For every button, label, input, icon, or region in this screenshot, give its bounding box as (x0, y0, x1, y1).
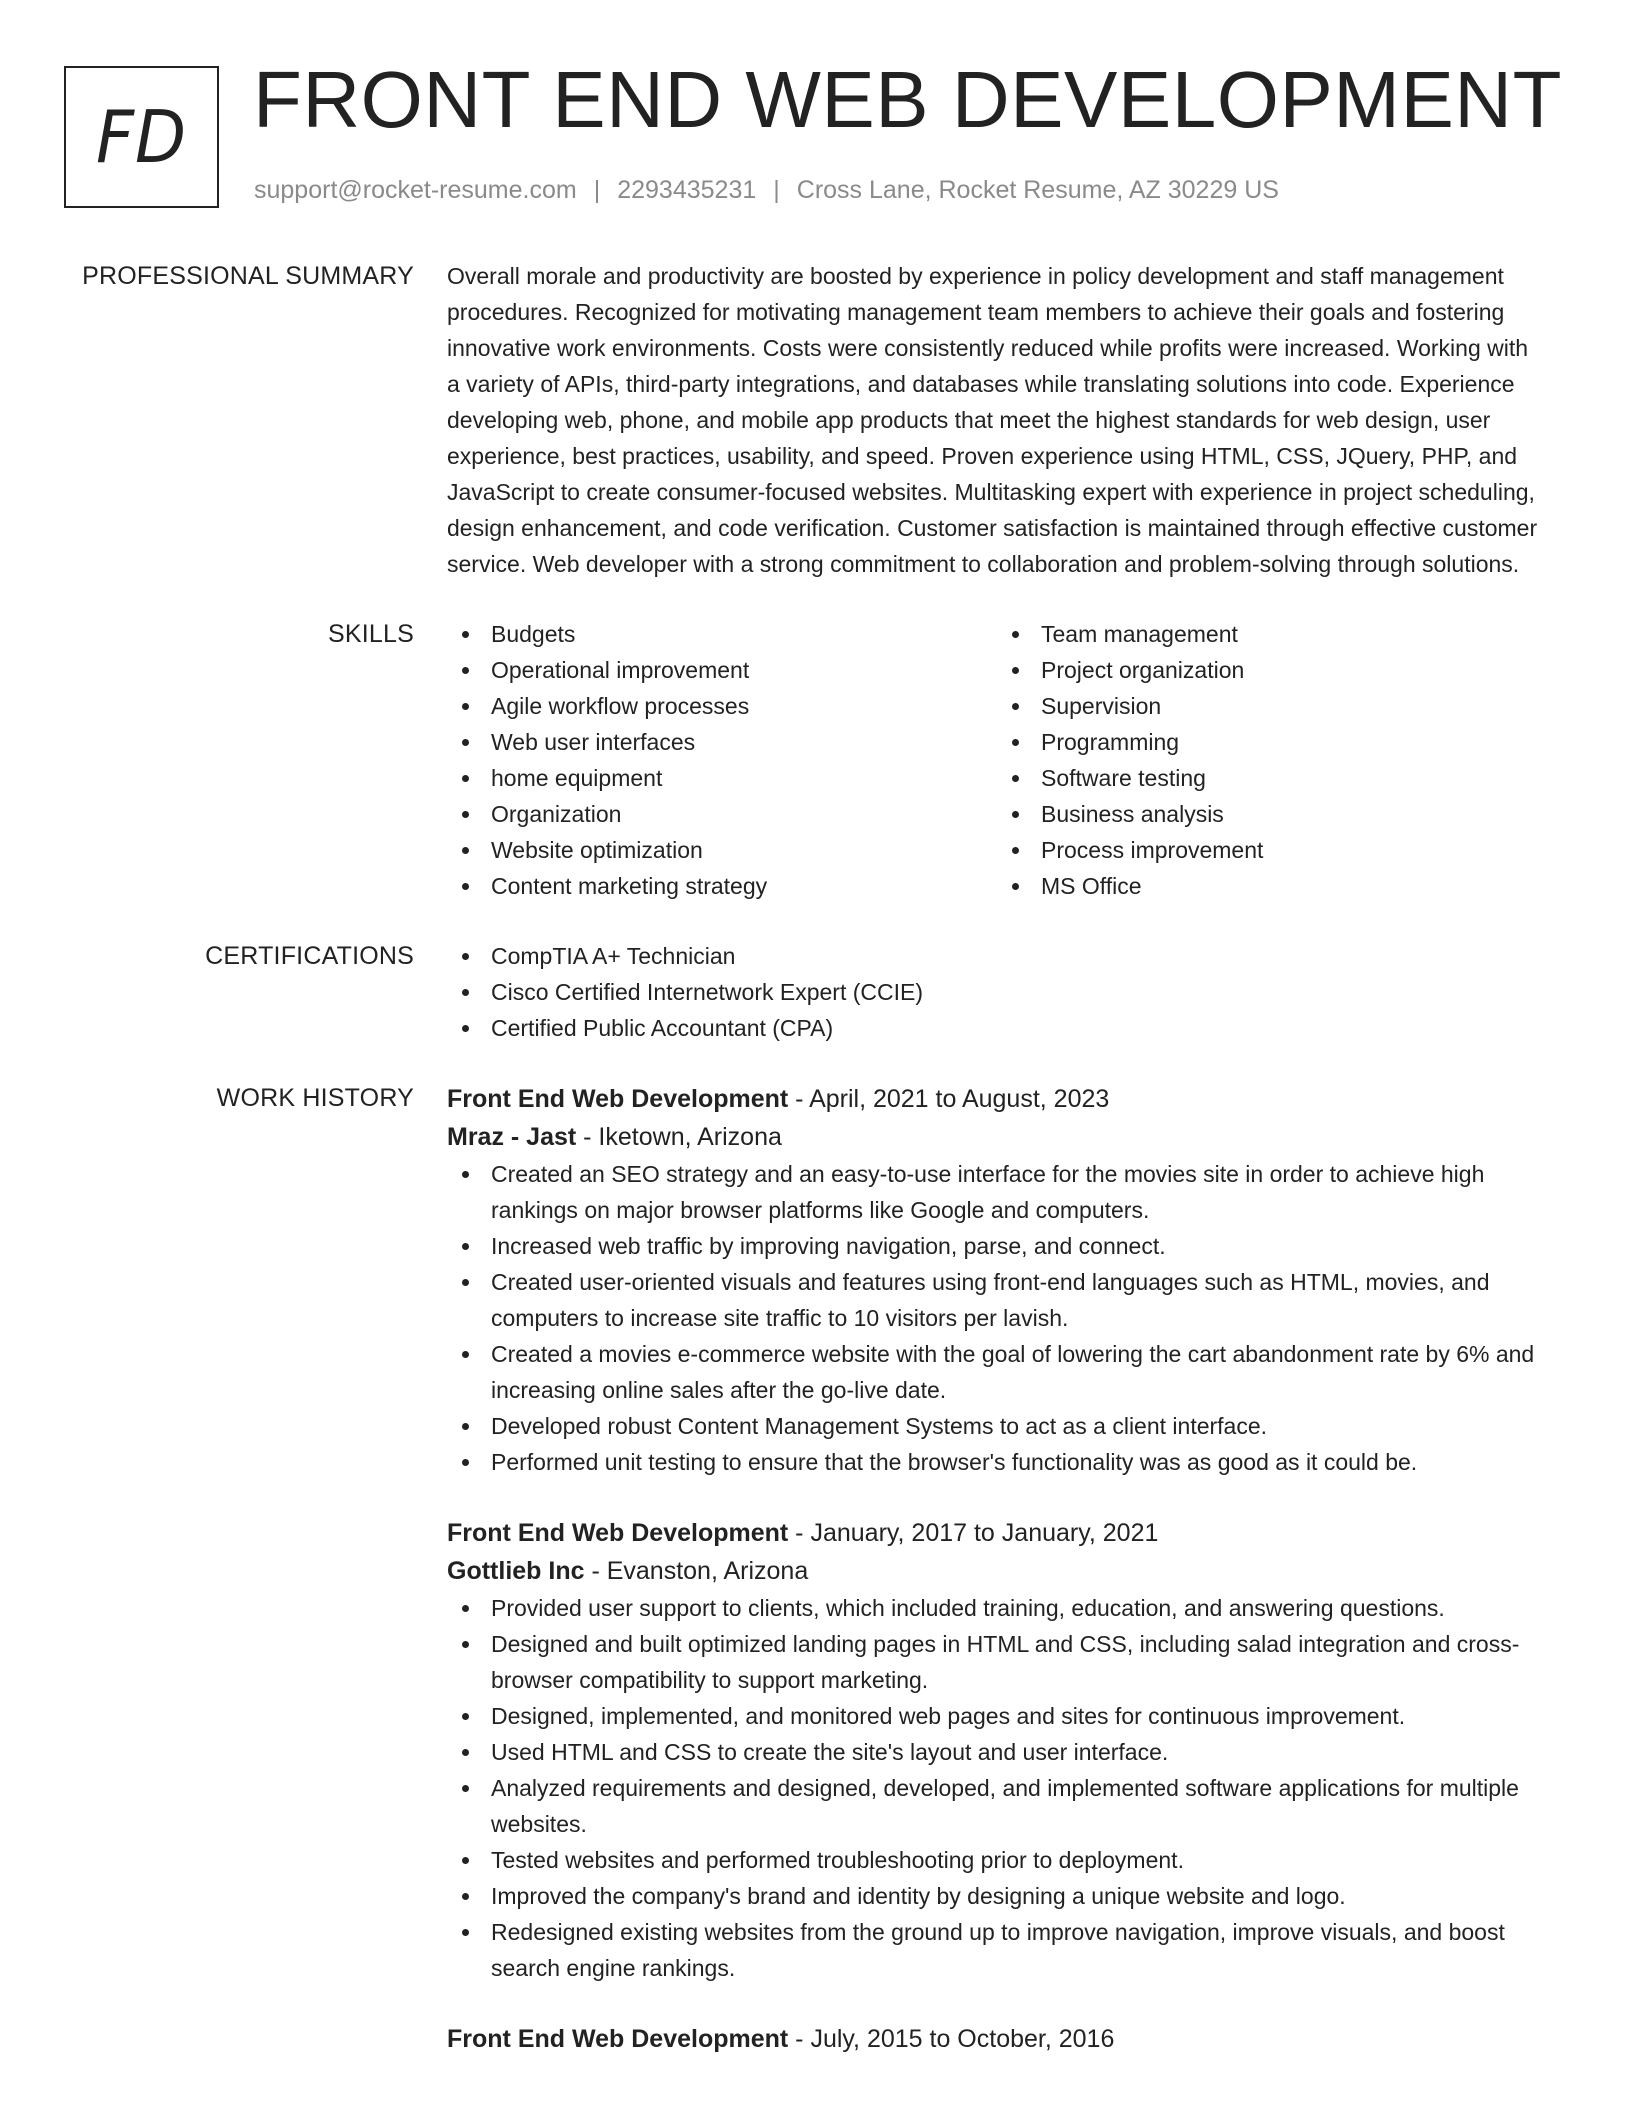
skills-list-left (447, 616, 997, 904)
skill-item: Content marketing strategy (447, 868, 997, 904)
certifications-section (0, 938, 1632, 1046)
resume-sections (0, 258, 1632, 2092)
job-duty-item: Analyzed requirements and designed, developed, and implemented software applications for multiple websites. (447, 1770, 1567, 1842)
certifications-heading: CERTIFICATIONS (205, 942, 414, 970)
certifications-body (447, 938, 1567, 1046)
contact-email: support@rocket-resume.com (254, 176, 577, 204)
contact-address: Cross Lane, Rocket Resume, AZ 30229 US (796, 176, 1279, 204)
skill-item: Budgets (447, 616, 997, 652)
job-dates: - April, 2021 to August, 2023 (788, 1085, 1110, 1113)
job-entry (447, 1514, 1567, 1986)
skill-item: Process improvement (997, 832, 1547, 868)
job-duty-item: Increased web traffic by improving navigation, parse, and connect. (447, 1228, 1567, 1264)
job-duty-item: Redesigned existing websites from the ground up to improve navigation, improve visuals, and boost search engine rankings. (447, 1914, 1567, 1986)
skills-heading: SKILLS (328, 620, 414, 648)
job-duty-item: Developed robust Content Management Systems to act as a client interface. (447, 1408, 1567, 1444)
job-duty-item: Designed, implemented, and monitored web pages and sites for continuous improvement. (447, 1698, 1567, 1734)
job-duty-item: Improved the company's brand and identity by designing a unique website and logo. (447, 1878, 1567, 1914)
job-title: Front End Web Development (447, 1519, 789, 1547)
summary-heading: PROFESSIONAL SUMMARY (82, 262, 414, 290)
summary-text: Overall morale and productivity are boosted by experience in policy development and staff management procedures. Recognized for motivating management team members to achieve their goals and fostering innovative work environments. Costs were consistently reduced while profits were increased. Working with a variety of APIs, third-party integrations, and databases while translating solutions into code. Experience developing web, phone, and mobile app products that meet the highest standards for web design, user experience, best practices, usability, and speed. Proven experience using HTML, CSS, JQuery, PHP, and JavaScript to create consumer-focused websites. Multitasking expert with experience in project scheduling, design enhancement, and code verification. Customer satisfaction is maintained through effective customer service. Web developer with a strong commitment to collaboration and problem-solving through solutions. (447, 263, 1538, 577)
work-history-heading: WORK HISTORY (216, 1084, 414, 1112)
contact-line (254, 174, 1279, 206)
skill-item: Team management (997, 616, 1547, 652)
job-duty-item: Created user-oriented visuals and features using front-end languages such as HTML, movies, and computers to increase site traffic to 10 visitors per lavish. (447, 1264, 1567, 1336)
job-location: - Iketown, Arizona (576, 1123, 782, 1151)
contact-separator: | (593, 176, 601, 204)
job-location: - Evanston, Arizona (584, 1557, 809, 1585)
certification-item: Certified Public Accountant (CPA) (447, 1010, 1567, 1046)
work-history-section (0, 1080, 1632, 2092)
certifications-list (447, 938, 1567, 1046)
job-entry (447, 1080, 1567, 1480)
job-duty-item: Designed and built optimized landing pages in HTML and CSS, including salad integration and cross-browser compatibility to support marketing. (447, 1626, 1567, 1698)
job-duty-item: Tested websites and performed troubleshooting prior to deployment. (447, 1842, 1567, 1878)
job-duty-item: Used HTML and CSS to create the site's layout and user interface. (447, 1734, 1567, 1770)
job-duties-list (447, 1156, 1567, 1480)
job-dates: - July, 2015 to October, 2016 (788, 2025, 1115, 2053)
skill-item: Programming (997, 724, 1547, 760)
job-title: Front End Web Development (447, 1085, 789, 1113)
job-duty-item: Created a movies e-commerce website with the goal of lowering the cart abandonment rate by 6% and increasing online sales after the go-live date. (447, 1336, 1567, 1408)
skill-item: Supervision (997, 688, 1547, 724)
job-duties-list (447, 1590, 1567, 1986)
job-company-line (447, 1118, 1567, 1156)
job-company-line (447, 1552, 1567, 1590)
initials-text: FD (96, 95, 187, 179)
job-company: Mraz - Jast (447, 1123, 577, 1151)
skill-item: MS Office (997, 868, 1547, 904)
resume-title: FRONT END WEB DEVELOPMENT (253, 55, 1562, 144)
job-title-line (447, 1080, 1567, 1118)
job-company: Gottlieb Inc (447, 1557, 585, 1585)
skill-item: Operational improvement (447, 652, 997, 688)
skill-item: Software testing (997, 760, 1547, 796)
work-history-body (447, 1080, 1567, 2092)
certification-item: CompTIA A+ Technician (447, 938, 1567, 974)
job-duty-item: Provided user support to clients, which included training, education, and answering questions. (447, 1590, 1567, 1626)
skills-body (447, 616, 1567, 904)
job-title-line (447, 2020, 1567, 2058)
skill-item: home equipment (447, 760, 997, 796)
skill-item: Agile workflow processes (447, 688, 997, 724)
contact-separator: | (773, 176, 780, 204)
skills-section (0, 616, 1632, 904)
skill-item: Project organization (997, 652, 1547, 688)
skill-item: Business analysis (997, 796, 1547, 832)
summary-body (447, 258, 1567, 582)
skill-item: Website optimization (447, 832, 997, 868)
job-dates: - January, 2017 to January, 2021 (788, 1519, 1159, 1547)
certification-item: Cisco Certified Internetwork Expert (CCIE) (447, 974, 1567, 1010)
job-duty-item: Created an SEO strategy and an easy-to-use interface for the movies site in order to achieve high rankings on major browser platforms like Google and computers. (447, 1156, 1567, 1228)
skills-columns (447, 616, 1567, 904)
job-title: Front End Web Development (447, 2025, 789, 2053)
job-entry (447, 2020, 1567, 2058)
skills-list-right (997, 616, 1547, 904)
summary-section (0, 258, 1632, 582)
skill-item: Web user interfaces (447, 724, 997, 760)
job-duty-item: Performed unit testing to ensure that the browser's functionality was as good as it could be. (447, 1444, 1567, 1480)
initials-monogram (64, 66, 219, 208)
contact-phone: 2293435231 (617, 176, 757, 204)
job-title-line (447, 1514, 1567, 1552)
skill-item: Organization (447, 796, 997, 832)
